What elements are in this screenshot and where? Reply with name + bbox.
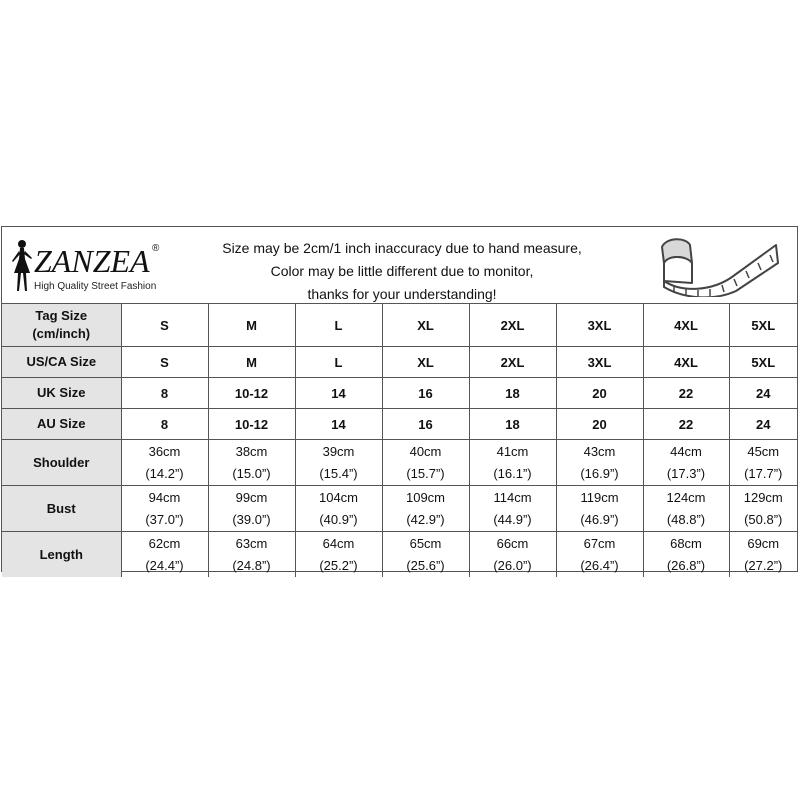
inch-value: (40.9”) bbox=[319, 511, 358, 527]
table-cell bbox=[643, 486, 729, 532]
cm-value: 94cm bbox=[148, 489, 181, 505]
row-label-length: Length bbox=[2, 532, 121, 578]
row-label-shoulder: Shoulder bbox=[2, 440, 121, 486]
table-row bbox=[2, 440, 797, 486]
table-cell: 22 bbox=[643, 409, 729, 440]
cm-value: 40cm bbox=[409, 443, 442, 459]
table-cell: 18 bbox=[469, 378, 556, 409]
table-cell: 3XL bbox=[556, 347, 643, 378]
inch-value: (15.4”) bbox=[319, 465, 358, 481]
inch-value: (26.0”) bbox=[493, 557, 532, 573]
notice-line-3: thanks for your understanding! bbox=[307, 286, 497, 302]
table-cell: XL bbox=[382, 304, 469, 347]
cm-value: 39cm bbox=[322, 443, 355, 459]
inch-value: (16.9”) bbox=[580, 465, 619, 481]
table-cell: S bbox=[121, 347, 208, 378]
table-cell: L bbox=[295, 304, 382, 347]
table-cell bbox=[729, 440, 797, 486]
cm-value: 109cm bbox=[405, 489, 446, 505]
inch-value: (50.8”) bbox=[744, 511, 783, 527]
table-cell bbox=[729, 532, 797, 578]
woman-silhouette-icon bbox=[8, 239, 36, 295]
brand-name: ZANZEA bbox=[34, 243, 150, 279]
cm-value: 38cm bbox=[235, 443, 268, 459]
tag-size-label: Tag Size bbox=[35, 308, 88, 323]
table-cell bbox=[469, 486, 556, 532]
table-row bbox=[2, 347, 797, 378]
cm-value: 63cm bbox=[235, 535, 268, 551]
inch-value: (25.6”) bbox=[406, 557, 445, 573]
table-cell bbox=[643, 532, 729, 578]
table-cell: 10-12 bbox=[208, 378, 295, 409]
table-cell: 20 bbox=[556, 378, 643, 409]
table-cell: 10-12 bbox=[208, 409, 295, 440]
cm-value: 41cm bbox=[496, 443, 529, 459]
brand-logo bbox=[8, 237, 178, 297]
inch-value: (17.7”) bbox=[744, 465, 783, 481]
table-cell: 16 bbox=[382, 409, 469, 440]
table-cell: 4XL bbox=[643, 304, 729, 347]
table-cell bbox=[729, 486, 797, 532]
table-cell bbox=[121, 440, 208, 486]
size-chart-header bbox=[2, 227, 797, 304]
table-cell bbox=[382, 532, 469, 578]
cm-value: 43cm bbox=[583, 443, 616, 459]
row-label-tag-size bbox=[2, 304, 121, 347]
row-label-bust: Bust bbox=[2, 486, 121, 532]
table-cell: M bbox=[208, 347, 295, 378]
cm-value: 124cm bbox=[666, 489, 706, 505]
table-cell: 2XL bbox=[469, 304, 556, 347]
table-cell bbox=[208, 440, 295, 486]
size-chart bbox=[1, 226, 798, 572]
table-cell bbox=[295, 440, 382, 486]
table-row bbox=[2, 378, 797, 409]
table-cell: 18 bbox=[469, 409, 556, 440]
cm-value: 68cm bbox=[670, 535, 702, 551]
row-label-au-size: AU Size bbox=[2, 409, 121, 440]
table-cell bbox=[208, 486, 295, 532]
inch-value: (24.8”) bbox=[232, 557, 271, 573]
table-cell: 2XL bbox=[469, 347, 556, 378]
inch-value: (15.0”) bbox=[232, 465, 271, 481]
table-cell: 24 bbox=[729, 409, 797, 440]
table-cell: 8 bbox=[121, 378, 208, 409]
size-table bbox=[2, 304, 797, 577]
row-label-uk-size: UK Size bbox=[2, 378, 121, 409]
cm-value: 64cm bbox=[322, 535, 355, 551]
table-cell: XL bbox=[382, 347, 469, 378]
cm-value: 65cm bbox=[409, 535, 442, 551]
cm-value: 69cm bbox=[747, 535, 780, 551]
tag-size-unit-label: (cm/inch) bbox=[32, 326, 91, 341]
notice-line-1: Size may be 2cm/1 inch inaccuracy due to hand measure, bbox=[222, 240, 582, 256]
table-cell: 24 bbox=[729, 378, 797, 409]
cm-value: 104cm bbox=[318, 489, 359, 505]
measurement-notice bbox=[192, 237, 612, 306]
inch-value: (26.4”) bbox=[580, 557, 619, 573]
table-cell: 20 bbox=[556, 409, 643, 440]
measuring-tape-icon bbox=[652, 233, 782, 297]
table-row bbox=[2, 486, 797, 532]
cm-value: 67cm bbox=[583, 535, 616, 551]
table-cell bbox=[643, 440, 729, 486]
inch-value: (26.8”) bbox=[666, 557, 706, 573]
table-cell bbox=[556, 486, 643, 532]
notice-line-2: Color may be little different due to monitor, bbox=[270, 263, 534, 279]
inch-value: (15.7”) bbox=[406, 465, 445, 481]
inch-value: (48.8”) bbox=[666, 511, 706, 527]
row-label-us-ca-size: US/CA Size bbox=[2, 347, 121, 378]
table-cell bbox=[121, 532, 208, 578]
inch-value: (39.0”) bbox=[232, 511, 271, 527]
cm-value: 129cm bbox=[743, 489, 783, 505]
cm-value: 66cm bbox=[496, 535, 529, 551]
table-cell bbox=[469, 440, 556, 486]
inch-value: (42.9”) bbox=[406, 511, 445, 527]
table-cell: 22 bbox=[643, 378, 729, 409]
table-cell: 5XL bbox=[729, 347, 797, 378]
inch-value: (17.3”) bbox=[666, 465, 706, 481]
inch-value: (25.2”) bbox=[319, 557, 358, 573]
inch-value: (46.9”) bbox=[580, 511, 619, 527]
cm-value: 62cm bbox=[148, 535, 181, 551]
inch-value: (44.9”) bbox=[493, 511, 532, 527]
table-cell: 14 bbox=[295, 378, 382, 409]
table-cell: M bbox=[208, 304, 295, 347]
cm-value: 36cm bbox=[148, 443, 181, 459]
cm-value: 99cm bbox=[235, 489, 268, 505]
table-row bbox=[2, 409, 797, 440]
table-row bbox=[2, 532, 797, 578]
table-cell bbox=[382, 440, 469, 486]
table-row bbox=[2, 304, 797, 347]
table-cell bbox=[295, 486, 382, 532]
table-cell: 14 bbox=[295, 409, 382, 440]
cm-value: 45cm bbox=[747, 443, 780, 459]
table-cell: S bbox=[121, 304, 208, 347]
inch-value: (14.2”) bbox=[145, 465, 184, 481]
table-cell: 8 bbox=[121, 409, 208, 440]
cm-value: 119cm bbox=[580, 489, 619, 505]
brand-tagline: High Quality Street Fashion bbox=[34, 281, 157, 292]
table-cell bbox=[121, 486, 208, 532]
inch-value: (24.4”) bbox=[145, 557, 184, 573]
table-cell: 5XL bbox=[729, 304, 797, 347]
table-cell: 3XL bbox=[556, 304, 643, 347]
table-cell: L bbox=[295, 347, 382, 378]
registered-mark: ® bbox=[152, 243, 160, 254]
table-cell bbox=[556, 440, 643, 486]
table-cell bbox=[469, 532, 556, 578]
cm-value: 114cm bbox=[493, 489, 532, 505]
table-cell: 4XL bbox=[643, 347, 729, 378]
inch-value: (16.1”) bbox=[493, 465, 532, 481]
table-cell: 16 bbox=[382, 378, 469, 409]
inch-value: (27.2”) bbox=[744, 557, 783, 573]
cm-value: 44cm bbox=[670, 443, 702, 459]
table-cell bbox=[382, 486, 469, 532]
inch-value: (37.0”) bbox=[145, 511, 184, 527]
table-cell bbox=[295, 532, 382, 578]
table-cell bbox=[556, 532, 643, 578]
table-cell bbox=[208, 532, 295, 578]
